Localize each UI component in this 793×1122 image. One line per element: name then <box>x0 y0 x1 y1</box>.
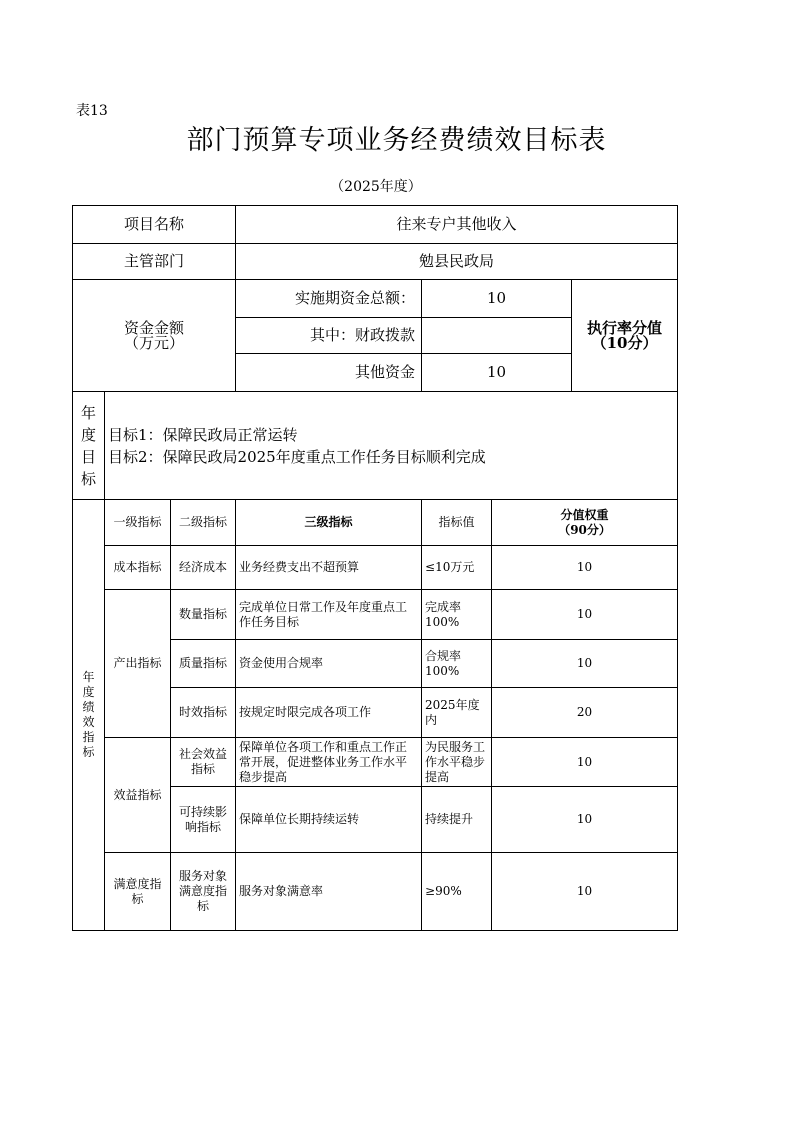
funds-fiscal-value <box>422 318 572 354</box>
table-row <box>73 738 678 787</box>
department-value: 勉县民政局 <box>236 244 678 280</box>
year-note: （2025年度） <box>330 179 422 195</box>
goal-item: 目标2：保障民政局2025年度重点工作任务目标顺利完成 <box>108 447 486 466</box>
satisfaction-level1: 满意度指标 <box>105 853 171 931</box>
execution-rate-score <box>572 280 678 392</box>
header-target: 指标值 <box>422 500 492 546</box>
execution-rate-line1: 执行率分值 <box>587 318 663 337</box>
output-weight: 20 <box>492 688 678 738</box>
output-target: 2025年度内 <box>422 688 492 738</box>
execution-rate-line2: （10分） <box>591 333 658 352</box>
benefit-level3: 保障单位各项工作和重点工作正常开展，促进整体业务工作水平稳步提高 <box>236 738 422 787</box>
performance-target-table <box>72 205 678 931</box>
table-row <box>73 853 678 931</box>
annual-goals-row <box>73 392 678 500</box>
benefit-level2: 可持续影响指标 <box>171 787 236 853</box>
department-label: 主管部门 <box>73 244 236 280</box>
cost-weight: 10 <box>492 546 678 590</box>
output-level1: 产出指标 <box>105 590 171 738</box>
output-level2: 时效指标 <box>171 688 236 738</box>
funds-total-label: 实施期资金总额： <box>236 280 422 318</box>
funds-fiscal-label: 其中：财政拨款 <box>236 318 422 354</box>
indicator-header-row <box>73 500 678 546</box>
funds-label-line2: （万元） <box>124 333 185 352</box>
page-title: 部门预算专项业务经费绩效目标表 <box>186 125 607 156</box>
funds-label-line1: 资金金额 <box>124 318 185 337</box>
output-weight: 10 <box>492 590 678 640</box>
cost-level2: 经济成本 <box>171 546 236 590</box>
satisfaction-level3: 服务对象满意率 <box>236 853 422 931</box>
funds-total-value: 10 <box>422 280 572 318</box>
project-value: 往来专户其他收入 <box>236 206 678 244</box>
header-weight: 分值权重 （90分） <box>492 500 678 546</box>
satisfaction-weight: 10 <box>492 853 678 931</box>
project-label: 项目名称 <box>73 206 236 244</box>
benefit-weight: 10 <box>492 787 678 853</box>
goal-item: 目标1：保障民政局正常运转 <box>108 425 298 444</box>
output-level3: 资金使用合规率 <box>236 640 422 688</box>
cost-level3: 业务经费支出不超预算 <box>236 546 422 590</box>
benefit-weight: 10 <box>492 738 678 787</box>
table-row <box>73 590 678 640</box>
satisfaction-level2: 服务对象满意度指标 <box>171 853 236 931</box>
table-row <box>73 546 678 590</box>
header-level2: 二级指标 <box>171 500 236 546</box>
output-weight: 10 <box>492 640 678 688</box>
header-level3: 三级指标 <box>236 500 422 546</box>
satisfaction-target: ≥90% <box>422 853 492 931</box>
department-row <box>73 244 678 280</box>
output-level2: 数量指标 <box>171 590 236 640</box>
output-level2: 质量指标 <box>171 640 236 688</box>
output-level3: 完成单位日常工作及年度重点工作任务目标 <box>236 590 422 640</box>
form-tag: 表13 <box>76 103 108 119</box>
benefit-level1: 效益指标 <box>105 738 171 853</box>
funds-total-row <box>73 280 678 318</box>
benefit-level3: 保障单位长期持续运转 <box>236 787 422 853</box>
header-level1: 一级指标 <box>105 500 171 546</box>
annual-goals-content <box>105 392 678 500</box>
funds-other-label: 其他资金 <box>236 354 422 392</box>
output-target: 完成率100% <box>422 590 492 640</box>
benefit-level2: 社会效益指标 <box>171 738 236 787</box>
project-row <box>73 206 678 244</box>
cost-level1: 成本指标 <box>105 546 171 590</box>
benefit-target: 为民服务工作水平稳步提高 <box>422 738 492 787</box>
performance-indicators-label: 年 度 绩 效 指 标 <box>73 500 105 931</box>
output-target: 合规率100% <box>422 640 492 688</box>
annual-goals-label: 年 度 目 标 <box>73 392 105 500</box>
funds-other-value: 10 <box>422 354 572 392</box>
output-level3: 按规定时限完成各项工作 <box>236 688 422 738</box>
benefit-target: 持续提升 <box>422 787 492 853</box>
cost-target: ≤10万元 <box>422 546 492 590</box>
funds-label <box>73 280 236 392</box>
